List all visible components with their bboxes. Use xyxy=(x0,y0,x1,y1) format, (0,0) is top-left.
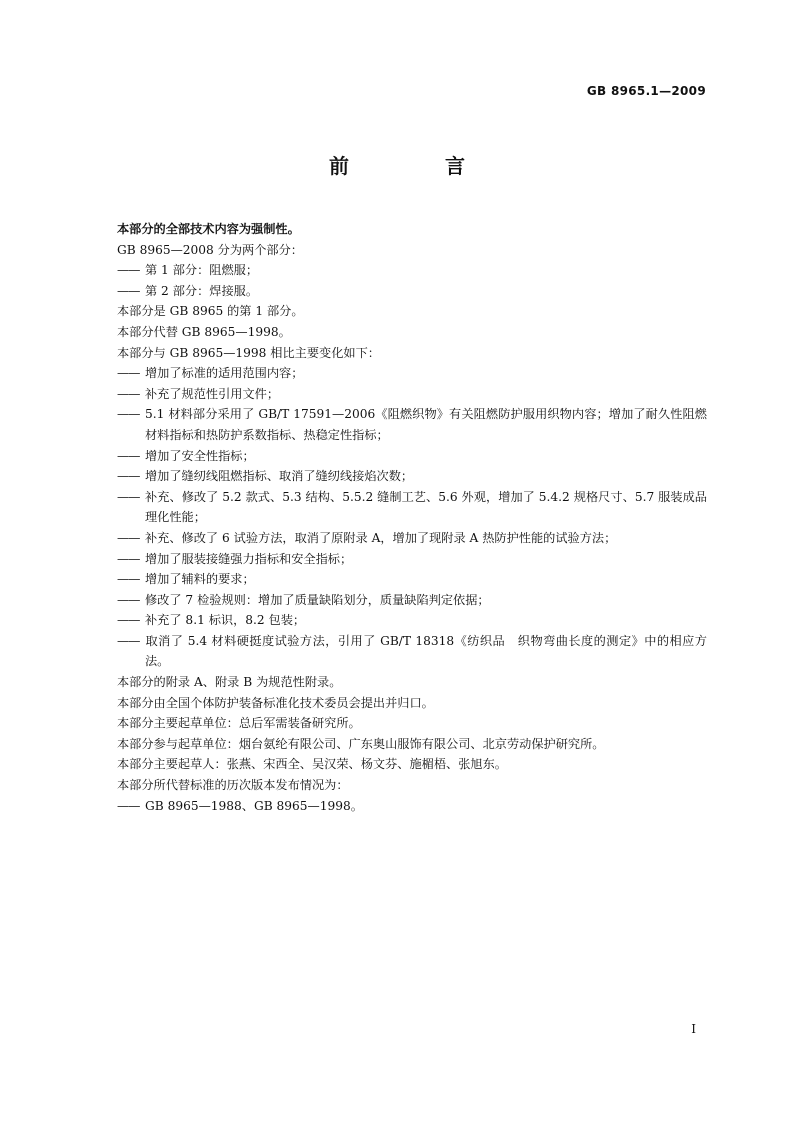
dash-marker: —— xyxy=(117,798,140,813)
dash-marker: —— xyxy=(117,489,140,504)
paragraph: 本部分是 GB 8965 的第 1 部分。 xyxy=(117,304,304,319)
dash-marker: —— xyxy=(117,469,140,484)
list-item-text: 取消了 5.4 材料硬挺度试验方法，引用了 GB/T 18318《纺织品 织物弯曲长度的测定》中的相应方法。 xyxy=(145,633,707,669)
standard-code: GB 8965.1—2009 xyxy=(586,84,706,98)
list-item xyxy=(117,260,707,281)
list-item-text: GB 8965—1988、GB 8965—1998。 xyxy=(145,798,363,813)
dash-marker: —— xyxy=(117,613,140,628)
dash-marker: —— xyxy=(117,263,140,278)
page-number: I xyxy=(691,1022,696,1036)
list-item xyxy=(117,549,707,570)
list-item xyxy=(117,446,707,467)
list-item xyxy=(117,796,707,817)
list-item xyxy=(117,528,707,549)
list-item-text: 补充了 8.1 标识，8.2 包装； xyxy=(145,613,306,628)
paragraph: 本部分的全部技术内容为强制性。 xyxy=(117,222,300,236)
list-item-text: 补充、修改了 6 试验方法，取消了原附录 A，增加了现附录 A 热防护性能的试验方法； xyxy=(145,530,617,545)
dash-marker: —— xyxy=(117,530,140,545)
paragraph: 本部分代替 GB 8965—1998。 xyxy=(117,324,291,339)
paragraph: 本部分与 GB 8965—1998 相比主要变化如下： xyxy=(117,345,380,360)
paragraph: 本部分主要起草人：张燕、宋西全、吴汉荣、杨文芬、施楣梧、张旭东。 xyxy=(117,757,507,772)
list-item xyxy=(117,404,707,445)
foreword-body xyxy=(117,219,707,816)
list-item-text: 第 1 部分：阻燃服； xyxy=(145,263,259,278)
list-item xyxy=(117,487,707,528)
page-title: 前 言 xyxy=(329,154,503,178)
dash-marker: —— xyxy=(117,572,140,587)
list-item-text: 增加了安全性指标； xyxy=(145,448,255,463)
dash-marker: —— xyxy=(117,386,140,401)
list-item-text: 增加了辅料的要求； xyxy=(145,572,255,587)
dash-marker: —— xyxy=(117,592,140,607)
paragraph: 本部分由全国个体防护装备标准化技术委员会提出并归口。 xyxy=(117,695,434,710)
dash-marker: —— xyxy=(117,366,140,381)
list-item xyxy=(117,363,707,384)
list-item-text: 第 2 部分：焊接服。 xyxy=(145,283,259,298)
paragraph: 本部分所代替标准的历次版本发布情况为： xyxy=(117,778,349,793)
paragraph: 本部分的附录 A、附录 B 为规范性附录。 xyxy=(117,675,342,690)
list-item xyxy=(117,569,707,590)
dash-marker: —— xyxy=(117,448,140,463)
paragraph: 本部分主要起草单位：总后军需装备研究所。 xyxy=(117,716,361,731)
dash-marker: —— xyxy=(117,551,140,566)
list-item xyxy=(117,466,707,487)
list-item xyxy=(117,590,707,611)
list-item-text: 增加了标准的适用范围内容； xyxy=(145,366,304,381)
list-item xyxy=(117,384,707,405)
list-item-text: 增加了缝纫线阻燃指标、取消了缝纫线接焰次数； xyxy=(145,469,414,484)
list-item xyxy=(117,281,707,302)
dash-marker: —— xyxy=(117,633,140,648)
list-item-text: 5.1 材料部分采用了 GB/T 17591—2006《阻燃织物》有关阻燃防护服用织物内容；增加了耐久性阻燃材料指标和热防护系数指标、热稳定性指标； xyxy=(145,407,707,442)
list-item xyxy=(117,631,707,672)
paragraph: GB 8965—2008 分为两个部分： xyxy=(117,242,303,257)
dash-marker: —— xyxy=(117,407,140,422)
list-item-text: 补充、修改了 5.2 款式、5.3 结构、5.5.2 缝制工艺、5.6 外观，增加了 5.4.2 规格尺寸、5.7 服装成品理化性能； xyxy=(145,489,707,525)
list-item-text: 补充了规范性引用文件； xyxy=(145,386,280,401)
list-item-text: 修改了 7 检验规则：增加了质量缺陷划分，质量缺陷判定依据； xyxy=(145,592,490,607)
paragraph: 本部分参与起草单位：烟台氨纶有限公司、广东奥山服饰有限公司、北京劳动保护研究所。 xyxy=(117,736,605,751)
dash-marker: —— xyxy=(117,283,140,298)
list-item xyxy=(117,610,707,631)
list-item-text: 增加了服装接缝强力指标和安全指标； xyxy=(145,551,353,566)
